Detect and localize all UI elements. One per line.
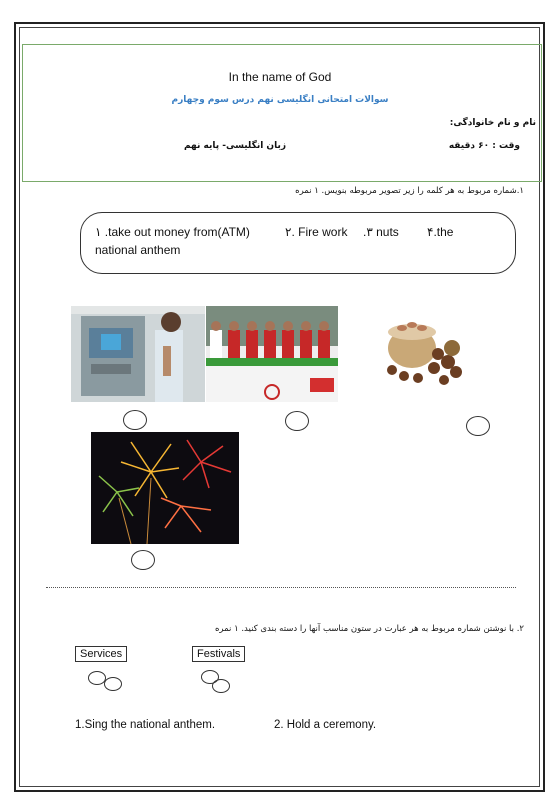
statement-1: 1.Sing the national anthem. bbox=[75, 719, 216, 731]
page-title: In the name of God bbox=[228, 70, 332, 84]
question-1-instruction: ۱.شماره مربوط به هر کلمه را زیر تصویر مربوطه بنویس. ۱ نمره bbox=[295, 186, 524, 196]
nuts-photo bbox=[378, 306, 470, 398]
festivals-answer-circle-2[interactable] bbox=[212, 679, 230, 693]
atm-photo bbox=[71, 306, 205, 402]
exam-subtitle: سوالات امتحانی انگلیسی نهم درس سوم وچهارم bbox=[171, 95, 389, 105]
section-divider bbox=[46, 587, 516, 588]
answer-circle-nuts[interactable] bbox=[466, 416, 490, 436]
name-field-label: نام و نام خانوادگی: bbox=[449, 118, 536, 128]
word-options-box bbox=[80, 212, 516, 274]
option-4-continued: national anthem bbox=[95, 243, 181, 257]
answer-circle-fireworks[interactable] bbox=[131, 550, 155, 570]
statement-2: 2. Hold a ceremony. bbox=[274, 719, 377, 731]
national-team-photo bbox=[206, 306, 338, 402]
fireworks-photo bbox=[91, 432, 239, 544]
option-2: ۲. Fire work bbox=[285, 225, 348, 239]
option-3: .۳ nuts bbox=[363, 225, 399, 239]
time-label: وقت : ۶۰ دقیقه bbox=[448, 141, 520, 151]
category-services: Services bbox=[75, 646, 127, 662]
answer-circle-atm[interactable] bbox=[123, 410, 147, 430]
services-answer-circle-2[interactable] bbox=[104, 677, 122, 691]
option-1: ۱ .take out money from(ATM) bbox=[95, 225, 250, 239]
header-box bbox=[22, 44, 542, 182]
subject-label: زبان انگلیسی- پایه نهم bbox=[184, 141, 287, 151]
category-festivals: Festivals bbox=[192, 646, 245, 662]
question-2-instruction: ۲. با نوشتن شماره مربوط به هر عبارت در ستون مناسب آنها را دسته بندی کنید. ۱ نمره bbox=[214, 624, 524, 634]
option-4: ۴.the bbox=[427, 225, 454, 239]
answer-circle-team[interactable] bbox=[285, 411, 309, 431]
